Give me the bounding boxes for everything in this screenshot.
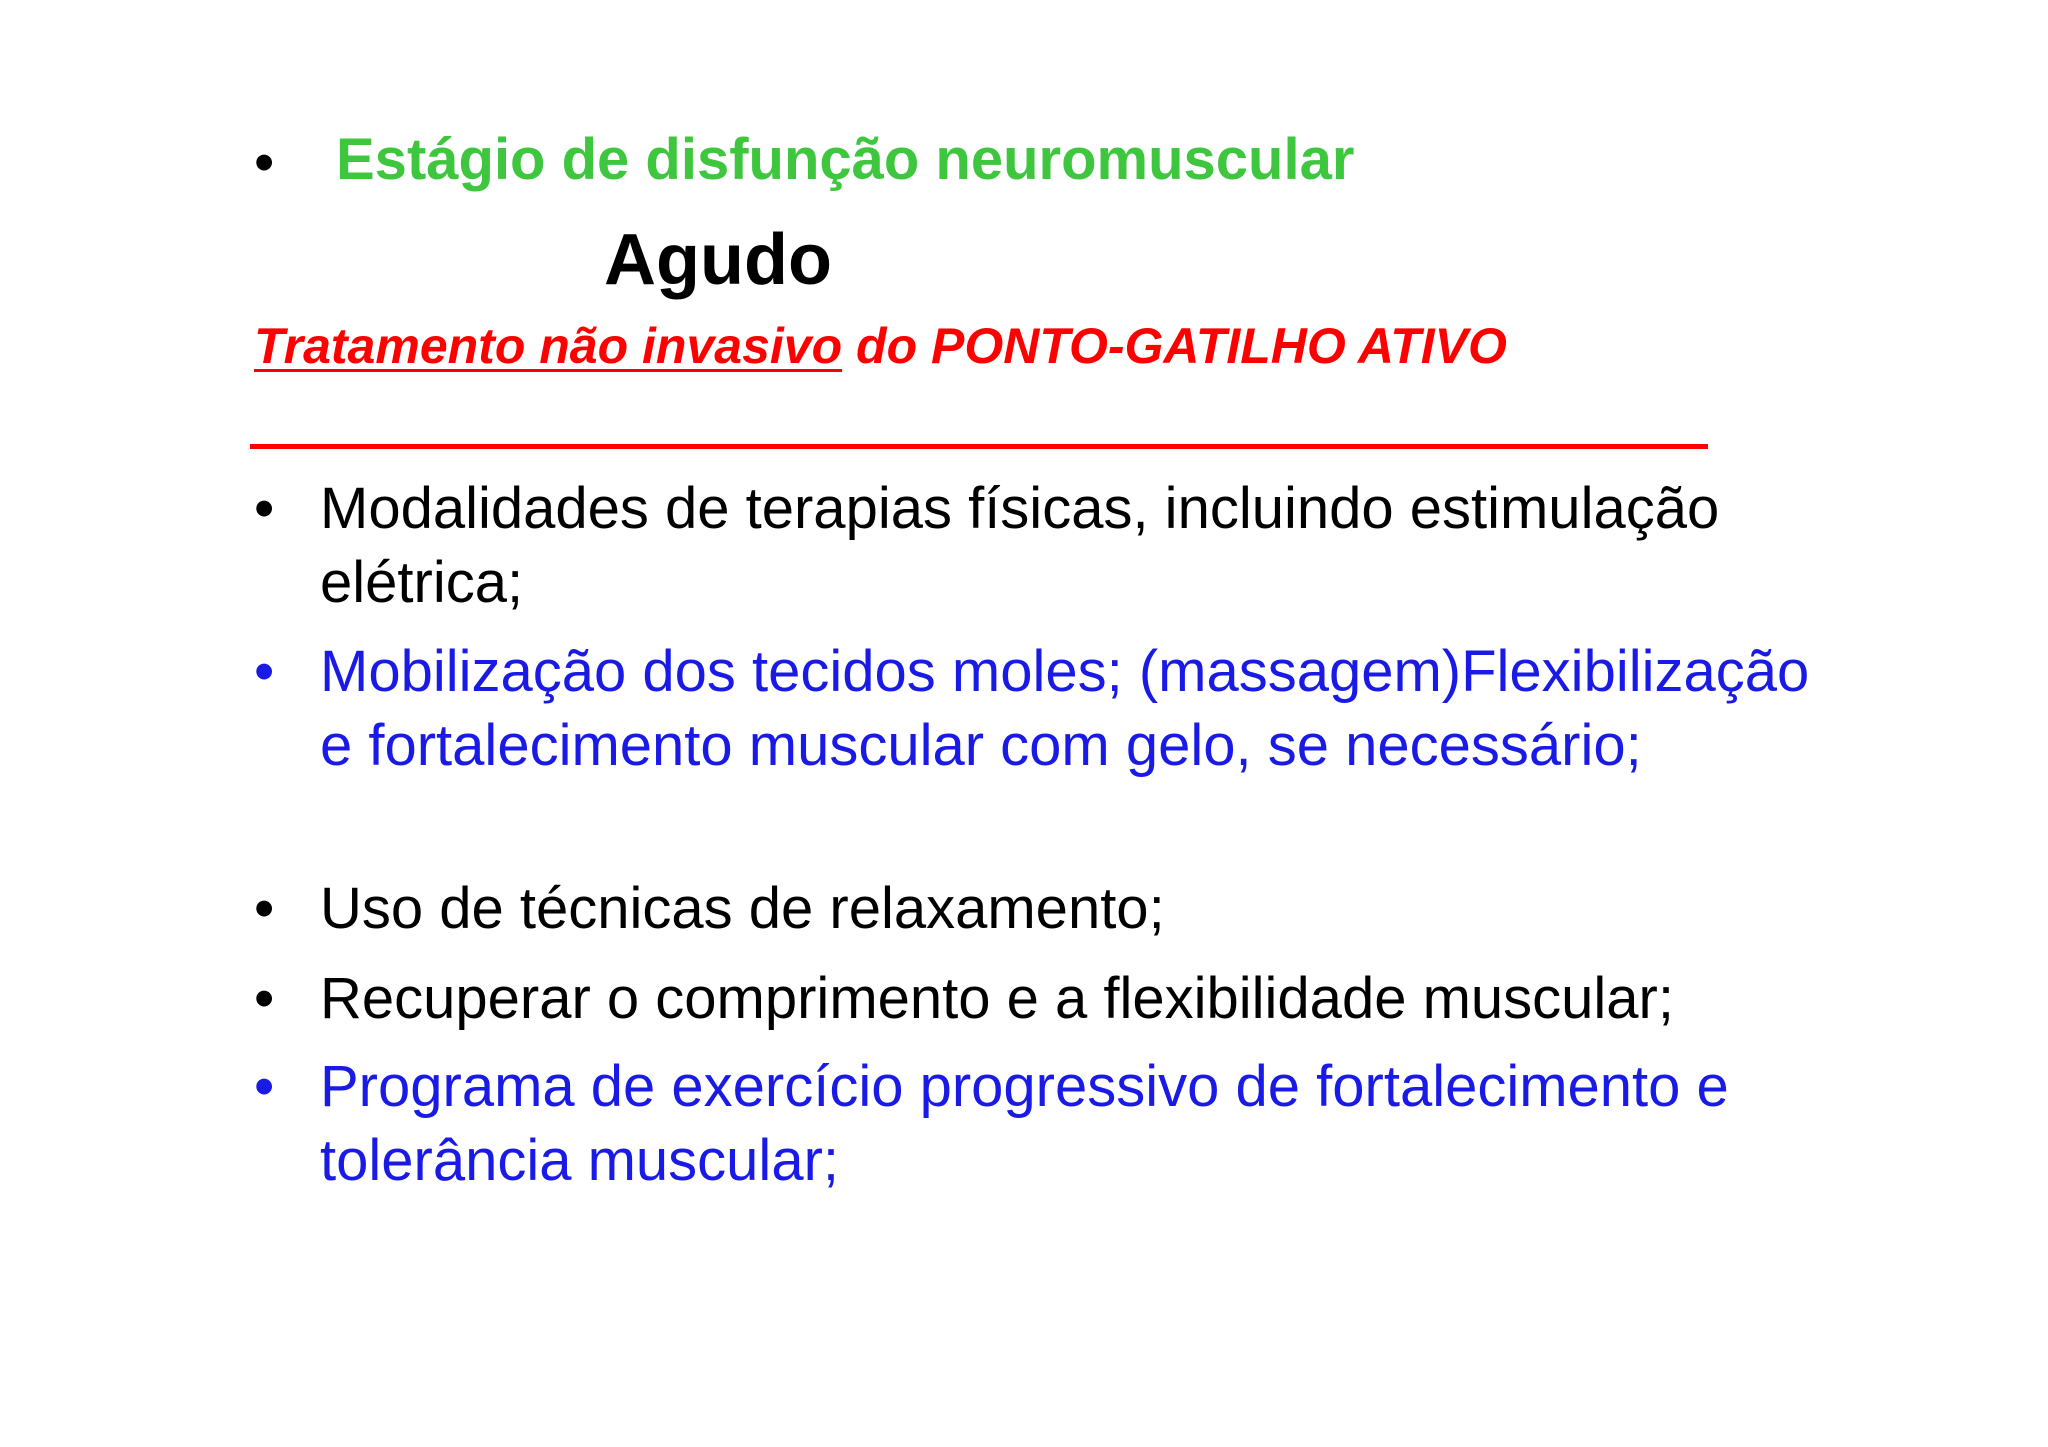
list-item: Programa de exercício progressivo de fortalecimento e tolerância muscular; bbox=[320, 1054, 1729, 1193]
divider-line bbox=[250, 444, 1708, 449]
item-bullet: • bbox=[254, 476, 275, 541]
list-item: Modalidades de terapias físicas, incluindo estimulação elétrica; bbox=[320, 476, 1720, 615]
treatment-underlined-text: Tratamento não invasivo bbox=[254, 318, 843, 374]
list-item: Uso de técnicas de relaxamento; bbox=[320, 876, 1165, 941]
subheading: Agudo bbox=[604, 220, 832, 300]
treatment-rest-text: do PONTO-GATILHO ATIVO bbox=[842, 318, 1507, 374]
list-item: Recuperar o comprimento e a flexibilidade muscular; bbox=[320, 966, 1674, 1031]
heading: Estágio de disfunção neuromuscular bbox=[336, 127, 1355, 192]
item-bullet: • bbox=[254, 966, 275, 1031]
item-bullet: • bbox=[254, 1054, 275, 1119]
heading-bullet: • bbox=[254, 130, 275, 195]
list-item: Mobilização dos tecidos moles; (massagem)Flexibilização e fortalecimento muscular com gelo, se necessário; bbox=[320, 639, 1810, 778]
treatment-line bbox=[254, 316, 1507, 376]
item-bullet: • bbox=[254, 876, 275, 941]
item-bullet: • bbox=[254, 639, 275, 704]
